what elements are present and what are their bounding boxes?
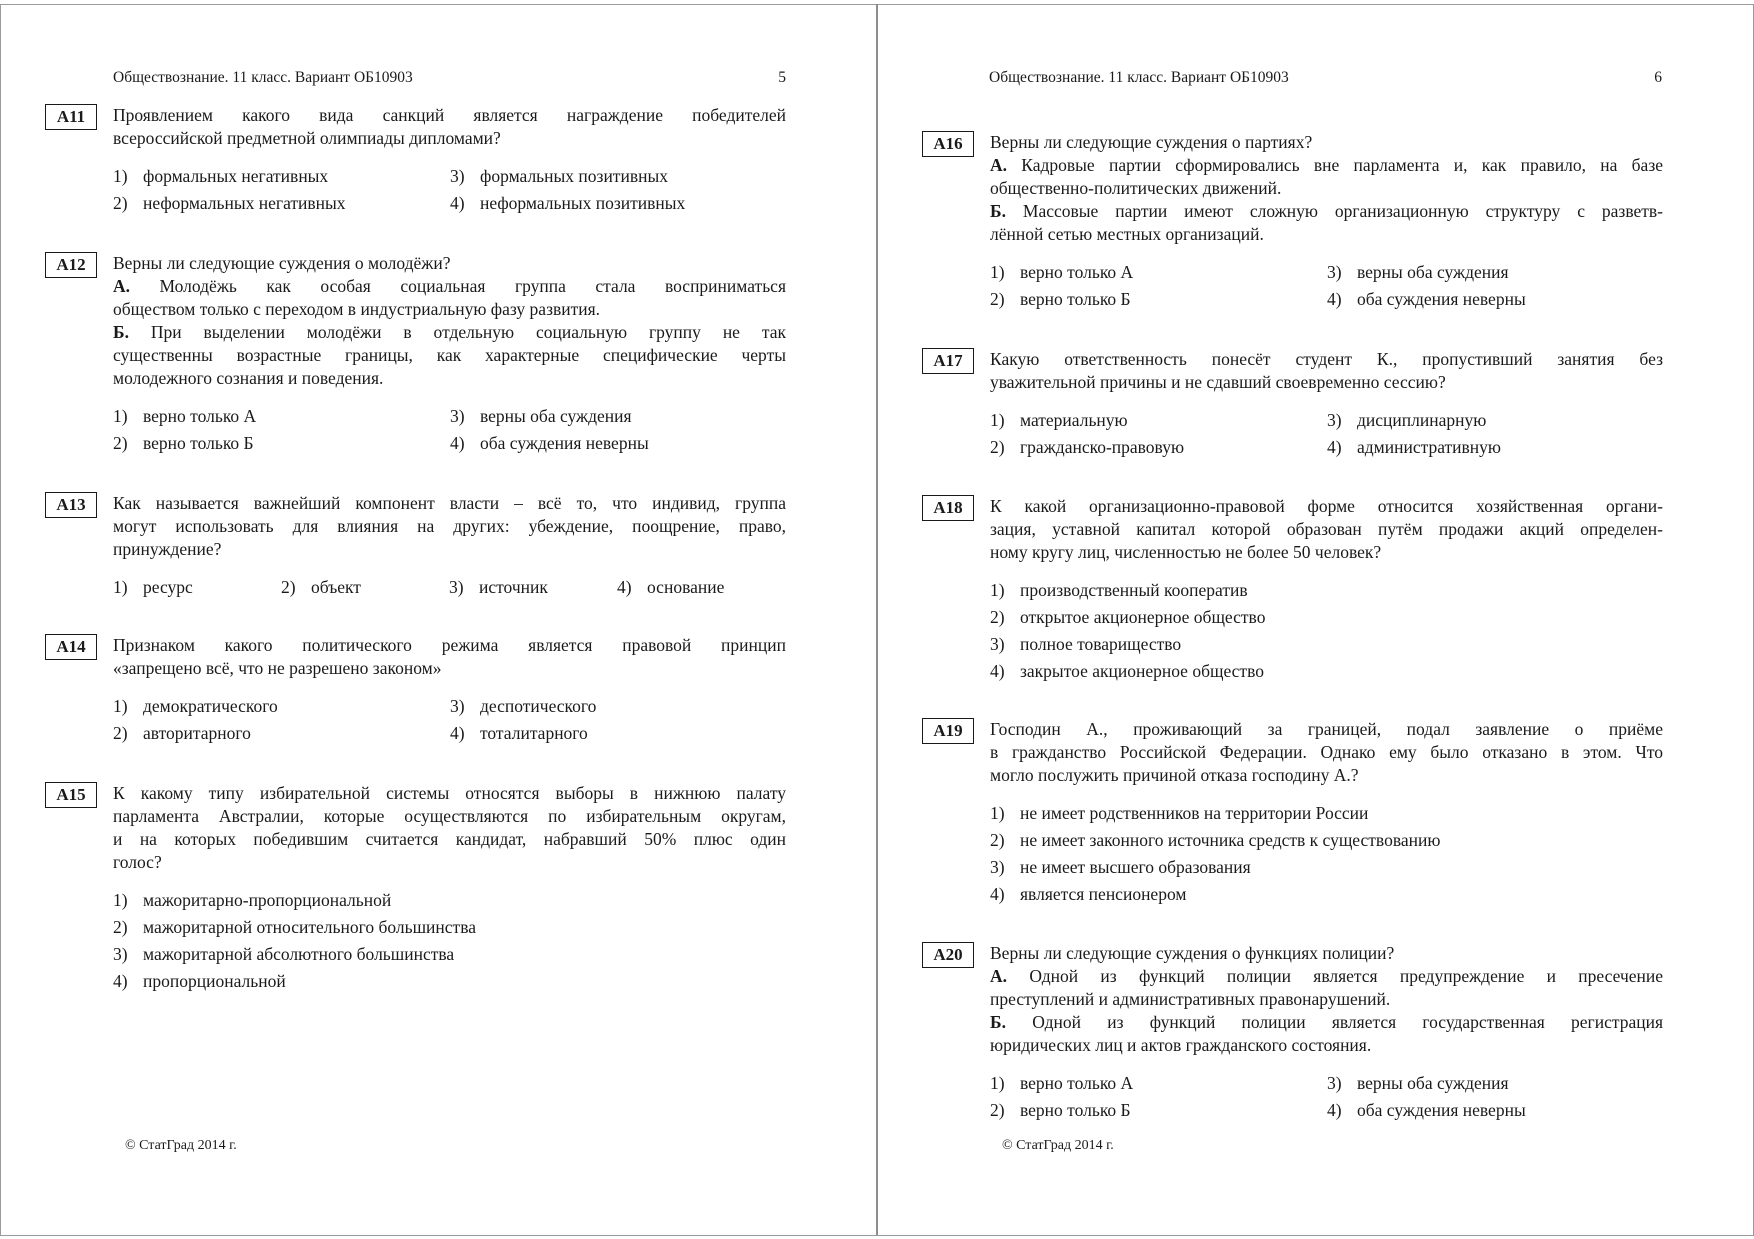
question-text: Как называется важнейший компонент власти – всё то, что индивид, группа [113,493,786,513]
question-text: уважительной причины и не сдавший своевременно сессию? [990,372,1446,392]
option-1[interactable]: 1) не имеет родственников на территории России [990,803,1369,823]
question-a16 [922,131,1663,313]
question-text: в гражданство Российской Федерации. Однако ему было отказано в этом. Что [990,742,1663,762]
question-a18 [922,495,1663,685]
option-2[interactable]: 2) объект [281,577,361,597]
question-tag: А20 [922,942,974,968]
question-text: Признаком какого политического режима является правовой принцип [113,635,786,655]
question-text: Какую ответственность понесёт студент К., пропустивший занятия без [990,349,1663,369]
page-number: 6 [1654,69,1662,86]
page-header [989,69,1662,87]
answer-options [990,259,1663,313]
page-header [113,69,786,87]
copyright-footer: © СтатГрад 2014 г. [1002,1138,1114,1153]
question-a13 [45,492,786,601]
question-body [113,252,786,457]
option-4[interactable]: 4) является пенсионером [990,884,1187,904]
statement-b: Б. При выделении молодёжи в отдельную социальную группу не так [113,322,786,342]
question-a14 [45,634,786,747]
question-a17 [922,348,1663,461]
question-tag: А19 [922,718,974,744]
question-tag: А11 [45,104,97,130]
question-text: Господин А., проживающий за границей, подал заявление о приёме [990,719,1663,739]
option-4[interactable]: 4) закрытое акционерное общество [990,661,1264,681]
option-1[interactable]: 1) верно только А [990,262,1134,282]
option-3[interactable]: 3) дисциплинарную [1327,410,1487,430]
answer-options [990,577,1663,685]
option-1[interactable]: 1) ресурс [113,577,193,597]
question-text: Верны ли следующие суждения о функциях полиции? [990,943,1395,963]
option-1[interactable]: 1) материальную [990,410,1128,430]
answer-options [990,800,1663,908]
option-3[interactable]: 3) верны оба суждения [1327,262,1509,282]
question-tag: А13 [45,492,97,518]
statement-a-cont: общественно-политических движений. [990,178,1282,198]
option-1[interactable]: 1) демократического [113,696,278,716]
answer-options [113,163,786,217]
page-6 [878,0,1754,1239]
option-4[interactable]: 4) основание [617,577,725,597]
option-3[interactable]: 3) не имеет высшего образования [990,857,1251,877]
question-body [990,131,1663,313]
question-body [113,104,786,217]
option-3[interactable]: 3) источник [449,577,548,597]
answer-options [990,407,1663,461]
answer-options [113,693,786,747]
question-text: Проявлением какого вида санкций является награждение победителей [113,105,786,125]
option-2[interactable]: 2) верно только Б [113,433,254,453]
question-text: К какой организационно-правовой форме относится хозяйственная органи- [990,496,1663,516]
question-a19 [922,718,1663,908]
question-text: Верны ли следующие суждения о партиях? [990,132,1313,152]
option-1[interactable]: 1) верно только А [113,406,257,426]
question-tag: А12 [45,252,97,278]
question-body [990,348,1663,461]
answer-options [113,403,786,457]
statement-a: А. Одной из функций полиции является предупреждение и пресечение [990,966,1664,986]
option-3[interactable]: 3) верны оба суждения [1327,1073,1509,1093]
question-tag: А14 [45,634,97,660]
question-text: могут использовать для влияния на других: убеждение, поощрение, право, [113,516,786,536]
question-text: Верны ли следующие суждения о молодёжи? [113,253,451,273]
statement-b-cont: молодежного сознания и поведения. [113,368,384,388]
answer-options [990,1070,1663,1124]
question-body [113,634,786,747]
question-text: парламента Австралии, которые осуществляются по избирательным округам, [113,806,786,826]
question-a11 [45,104,786,217]
header-title: Обществознание. 11 класс. Вариант ОБ10903 [113,69,413,86]
question-a15 [45,782,786,995]
statement-b-cont: лённой сетью местных организаций. [990,224,1264,244]
option-4[interactable]: 4) оба суждения неверны [1327,1100,1526,1120]
answer-options [113,574,786,601]
question-tag: А18 [922,495,974,521]
statement-b-cont: юридических лиц и актов гражданского состояния. [990,1035,1372,1055]
option-1[interactable]: 1) производственный кооператив [990,580,1248,600]
copyright-footer: © СтатГрад 2014 г. [125,1138,237,1153]
option-4[interactable]: 4) тоталитарного [450,723,588,743]
option-2[interactable]: 2) не имеет законного источника средств к существованию [990,830,1441,850]
option-2[interactable]: 2) верно только Б [990,1100,1131,1120]
option-3[interactable]: 3) формальных позитивных [450,166,668,186]
statement-a: А. Молодёжь как особая социальная группа стала восприниматься [113,276,786,296]
statement-b-cont: существенны возрастные границы, как характерные специфические черты [113,345,786,365]
question-text: зация, уставной капитал которой образован путём продажи акций определен- [990,519,1663,539]
question-text: принуждение? [113,539,222,559]
question-body [113,782,786,995]
answer-options [113,887,786,995]
question-body [113,492,786,601]
question-tag: А16 [922,131,974,157]
option-3[interactable]: 3) полное товарищество [990,634,1182,654]
option-2[interactable]: 2) неформальных негативных [113,193,346,213]
option-3[interactable]: 3) деспотического [450,696,597,716]
option-4[interactable]: 4) административную [1327,437,1501,457]
page-number: 5 [778,69,786,86]
option-4[interactable]: 4) оба суждения неверны [450,433,649,453]
page-5 [0,0,876,1239]
option-2[interactable]: 2) верно только Б [990,289,1131,309]
question-text: и на которых победившим считается кандидат, набравший 50% плюс один [113,829,786,849]
question-body [990,495,1663,685]
header-title: Обществознание. 11 класс. Вариант ОБ10903 [989,69,1289,86]
question-text: «запрещено всё, что не разрешено законом» [113,658,442,678]
statement-b: Б. Одной из функций полиции является государственная регистрация [990,1012,1664,1032]
option-2[interactable]: 2) мажоритарной относительного большинства [113,917,476,937]
statement-a-cont: преступлений и административных правонарушений. [990,989,1391,1009]
option-1[interactable]: 1) мажоритарно-пропорциональной [113,890,392,910]
question-text: К какому типу избирательной системы относятся выборы в нижнюю палату [113,783,786,803]
option-3[interactable]: 3) мажоритарной абсолютного большинства [113,944,455,964]
question-body [990,718,1663,908]
question-a12 [45,252,786,457]
option-3[interactable]: 3) верны оба суждения [450,406,632,426]
statement-b: Б. Массовые партии имеют сложную организационную структуру с разветв- [990,201,1663,221]
question-text: ному кругу лиц, численностью не более 50 человек? [990,542,1382,562]
option-1[interactable]: 1) формальных негативных [113,166,329,186]
question-text: всероссийской предметной олимпиады дипломами? [113,128,501,148]
option-4[interactable]: 4) оба суждения неверны [1327,289,1526,309]
option-2[interactable]: 2) гражданско-правовую [990,437,1185,457]
statement-a-cont: обществом только с переходом в индустриальную фазу развития. [113,299,601,319]
statement-a: А. Кадровые партии сформировались вне парламента и, как правило, на базе [990,155,1663,175]
option-2[interactable]: 2) открытое акционерное общество [990,607,1266,627]
question-tag: А17 [922,348,974,374]
option-1[interactable]: 1) верно только А [990,1073,1134,1093]
question-text: могло послужить причиной отказа господину А.? [990,765,1359,785]
option-4[interactable]: 4) неформальных позитивных [450,193,686,213]
question-tag: А15 [45,782,97,808]
question-text: голос? [113,852,162,872]
question-body [990,942,1663,1124]
option-4[interactable]: 4) пропорциональной [113,971,286,991]
question-a20 [922,942,1663,1124]
option-2[interactable]: 2) авторитарного [113,723,251,743]
